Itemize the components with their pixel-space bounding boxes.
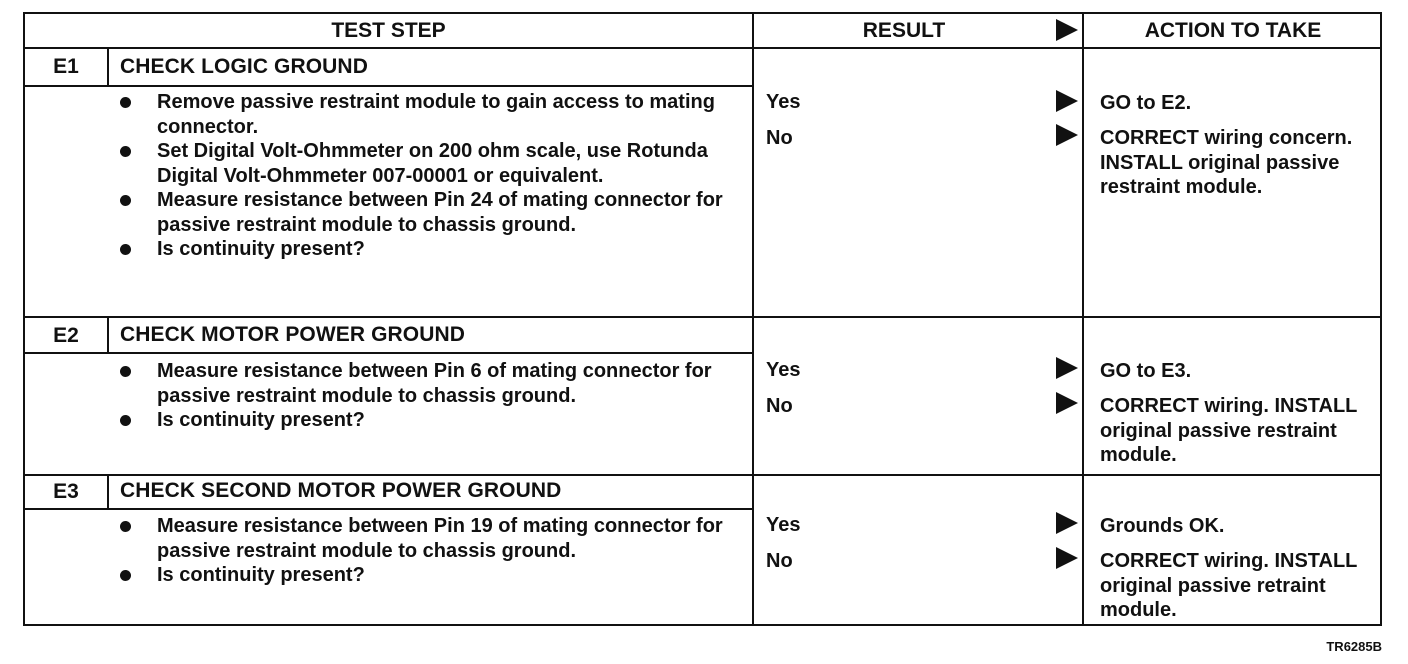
result-arrow-icon xyxy=(1056,90,1078,112)
column-divider xyxy=(752,14,754,624)
action-yes: GO to E3. xyxy=(1100,360,1192,382)
step-id: E1 xyxy=(53,55,79,78)
result-arrow-icon xyxy=(1056,547,1078,569)
result-arrow-icon xyxy=(1056,392,1078,414)
bullet-item: Is continuity present? xyxy=(115,563,740,588)
step-bullets xyxy=(115,90,740,262)
action-yes: Grounds OK. xyxy=(1100,515,1225,537)
result-no: No xyxy=(766,395,793,417)
header-arrow-icon xyxy=(1056,19,1078,41)
action-yes: GO to E2. xyxy=(1100,92,1192,114)
step-id: E2 xyxy=(53,324,79,347)
step-id-divider xyxy=(107,318,109,352)
action-no: CORRECT wiring concern. INSTALL original passive restraint module. xyxy=(1100,127,1353,198)
step-bullets xyxy=(115,514,740,588)
title-divider xyxy=(25,352,752,354)
header-result: RESULT xyxy=(862,18,946,42)
step-title: CHECK LOGIC GROUND xyxy=(120,55,368,78)
bullet-item: Remove passive restraint module to gain access to mating connector. xyxy=(115,90,740,139)
result-yes: Yes xyxy=(766,359,801,381)
bullet-item: Is continuity present? xyxy=(115,408,740,433)
step-bullets xyxy=(115,359,740,433)
result-yes: Yes xyxy=(766,91,801,113)
bullet-item: Measure resistance between Pin 6 of mating connector for passive restraint module to chassis ground. xyxy=(115,359,740,408)
result-no: No xyxy=(766,127,793,149)
bullet-item: Set Digital Volt-Ohmmeter on 200 ohm scale, use Rotunda Digital Volt-Ohmmeter 007-00001 or equivalent. xyxy=(115,139,740,188)
result-arrow-icon xyxy=(1056,512,1078,534)
title-divider xyxy=(25,85,752,87)
bullet-item: Measure resistance between Pin 24 of mating connector for passive restraint module to chassis ground. xyxy=(115,188,740,237)
bullet-item: Is continuity present? xyxy=(115,237,740,262)
bullet-item: Measure resistance between Pin 19 of mating connector for passive restraint module to chassis ground. xyxy=(115,514,740,563)
result-no: No xyxy=(766,550,793,572)
action-no: CORRECT wiring. INSTALL original passive restraint module. xyxy=(1100,395,1358,466)
result-yes: Yes xyxy=(766,514,801,536)
column-divider xyxy=(1082,14,1084,624)
result-arrow-icon xyxy=(1056,124,1078,146)
header-action: ACTION TO TAKE xyxy=(1144,18,1322,42)
step-title: CHECK MOTOR POWER GROUND xyxy=(120,323,466,346)
figure-code: TR6285B xyxy=(1326,639,1382,654)
header-test-step: TEST STEP xyxy=(331,18,446,42)
step-title: CHECK SECOND MOTOR POWER GROUND xyxy=(120,479,562,502)
action-no: CORRECT wiring. INSTALL original passive retraint module. xyxy=(1100,550,1358,621)
step-id-divider xyxy=(107,49,109,85)
result-arrow-icon xyxy=(1056,357,1078,379)
title-divider xyxy=(25,508,752,510)
step-id-divider xyxy=(107,474,109,508)
step-id: E3 xyxy=(53,480,79,503)
diagnostic-table xyxy=(23,12,1382,626)
